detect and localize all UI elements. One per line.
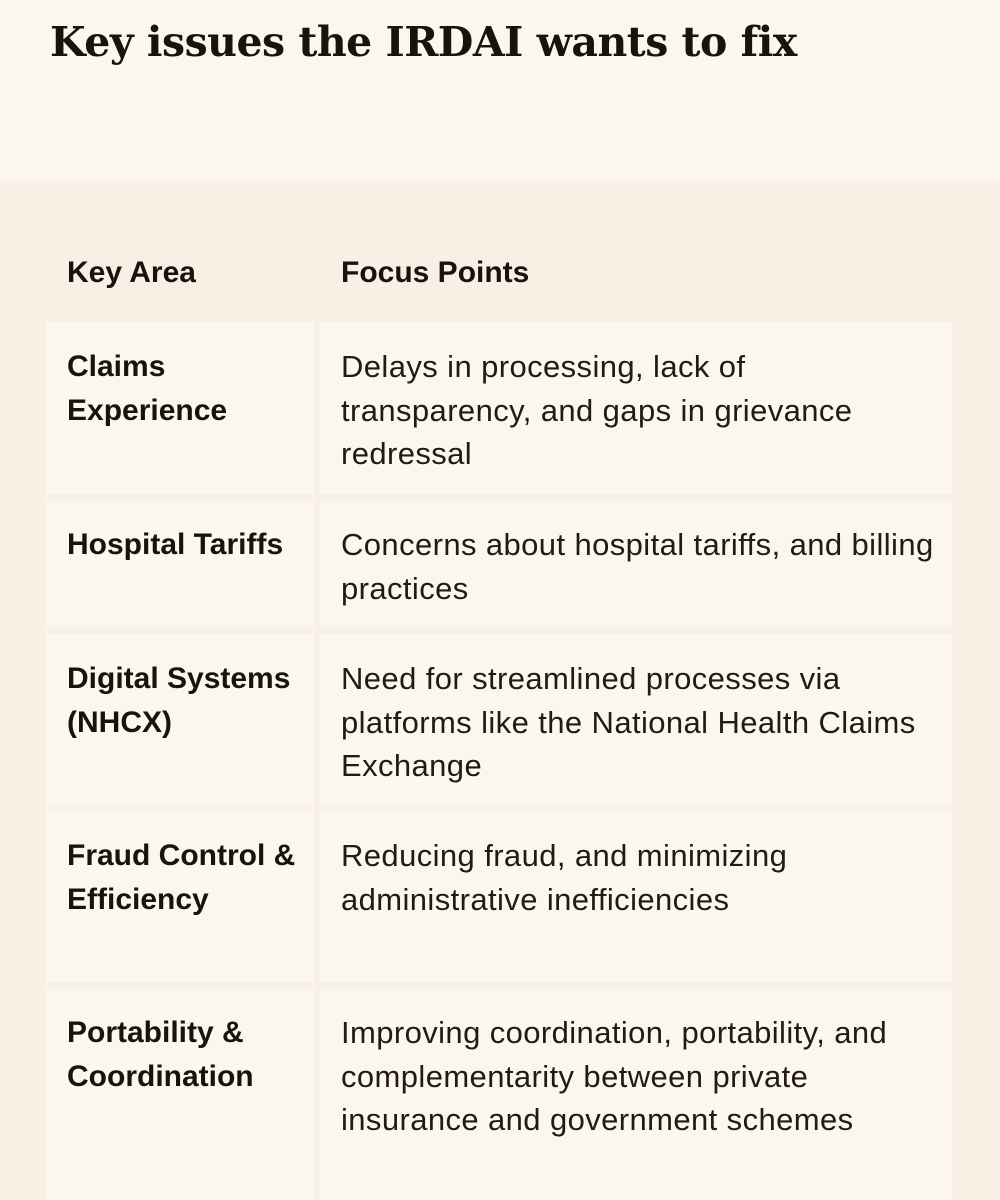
issues-table <box>0 183 1000 1200</box>
table-row <box>46 634 952 805</box>
table-row <box>46 811 952 982</box>
table-header-row <box>0 256 1000 296</box>
key-area-cell: Digital Systems (NHCX) <box>46 634 314 805</box>
table-row <box>46 500 952 628</box>
focus-points-cell: Improving coordination, portability, and complementarity between private insurance and government schemes <box>320 988 952 1200</box>
focus-points-cell: Delays in processing, lack of transparency, and gaps in grievance redressal <box>320 322 952 494</box>
column-header-focus-points: Focus Points <box>341 256 530 289</box>
table-row <box>46 322 952 494</box>
key-area-cell: Hospital Tariffs <box>46 500 314 628</box>
key-area-cell: Portability & Coordination <box>46 988 314 1200</box>
column-header-key-area: Key Area <box>67 256 196 289</box>
focus-points-cell: Reducing fraud, and minimizing administrative inefficiencies <box>320 811 952 982</box>
page-title: Key issues the IRDAI wants to fix <box>50 18 797 66</box>
focus-points-cell: Need for streamlined processes via platforms like the National Health Claims Exchange <box>320 634 952 805</box>
focus-points-cell: Concerns about hospital tariffs, and billing practices <box>320 500 952 628</box>
key-area-cell: Fraud Control & Efficiency <box>46 811 314 982</box>
key-area-cell: Claims Experience <box>46 322 314 494</box>
table-row <box>46 988 952 1200</box>
